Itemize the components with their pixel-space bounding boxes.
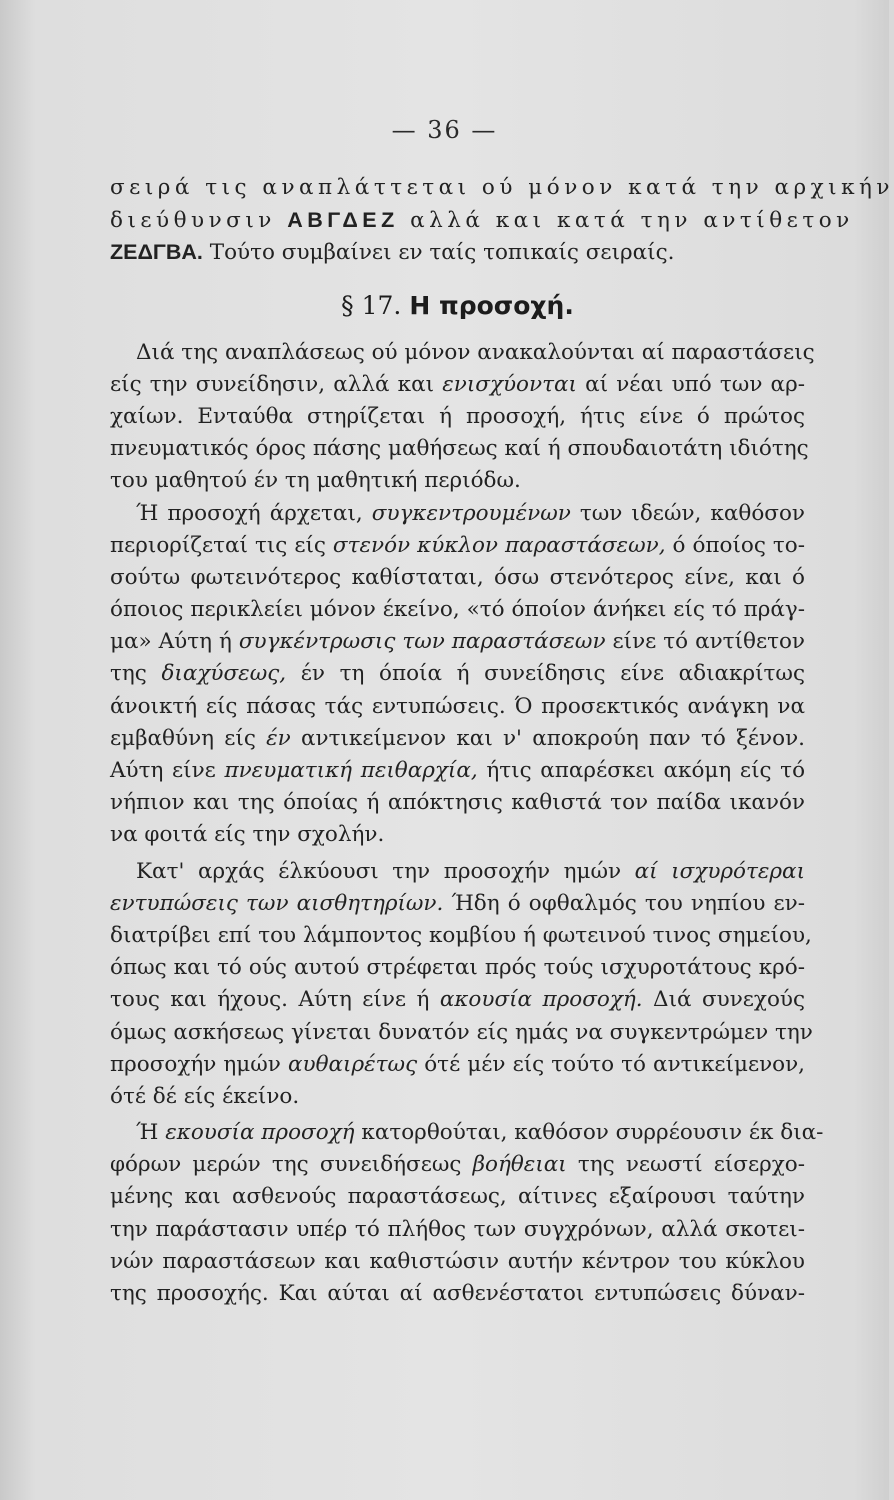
paragraph-continuation: [110, 172, 894, 269]
text-line: της προσοχής. Και αύται αί ασθενέστατοι εντυπώσεις δύναν-: [110, 1281, 805, 1306]
sequence-zedgba: ΖΕΔΓΒΑ.: [110, 240, 203, 265]
text-line: να φοιτά είς την σχολήν.: [110, 822, 385, 848]
text-line: φόρων μερών της συνειδήσεως βοήθειαι της νεωστί είσερχο-: [110, 1152, 805, 1178]
text-line: του μαθητού έν τη μαθητική περιόδω.: [110, 468, 521, 494]
page-number: — 36 —: [391, 116, 498, 144]
text-line: νήπιον και της όποίας ή απόκτησις καθιστά τον παίδα ικανόν: [110, 790, 805, 816]
text-line: τους και ήχους. Αύτη είνε ή ακουσία προσοχή. Διά συνεχούς: [110, 987, 805, 1013]
paragraph-4: [110, 1117, 824, 1310]
section-title: Η προσοχή.: [409, 290, 574, 320]
text-line: πνευματικός όρος πάσης μαθήσεως καί ή σπουδαιοτάτη ιδιότης: [110, 436, 809, 462]
text-line: Διά της αναπλάσεως ού μόνον ανακαλούνται αί παραστάσεις: [136, 339, 815, 365]
text-line: νών παραστάσεων και καθιστώσιν αυτήν κέντρον του κύκλου: [110, 1248, 805, 1274]
text-line: περιορίζεταί τις είς στενόν κύκλον παραστάσεων, ό όποίος το-: [110, 532, 805, 558]
text-line: εμβαθύνη είς έν αντικείμενον και ν' αποκρούη παν τό ξένον.: [110, 725, 805, 751]
text-line: είς την συνείδησιν, αλλά και ενισχύονται αί νέαι υπό των αρ-: [110, 371, 805, 397]
text-line: διατρίβει επί του λάμποντος κομβίου ή φωτεινού τινος σημείου,: [110, 922, 812, 948]
text-line: Ή προσοχή άρχεται, συγκεντρουμένων των ιδεών, καθόσον: [136, 500, 805, 526]
text-line: εντυπώσεις των αισθητηρίων. Ήδη ό οφθαλμός του νηπίου εν-: [110, 890, 805, 916]
text-line: Αύτη είνε πνευματική πειθαρχία, ήτις απαρέσκει ακόμη είς τό: [110, 758, 806, 783]
text-line: άνοικτή είς πάσας τάς εντυπώσεις. Ό προσεκτικός ανάγκη να: [110, 693, 805, 719]
paragraph-1: [110, 337, 815, 498]
text-line: της διαχύσεως, έν τη όποία ή συνείδησις είνε αδιακρίτως: [110, 661, 805, 687]
text-line: ΖΕΔΓΒΑ. Τούτο συμβαίνει εν ταίς τοπικαίς σειραίς.: [110, 240, 675, 266]
paragraph-3: [110, 856, 813, 1114]
text-line: προσοχήν ημών αυθαιρέτως ότέ μέν είς τούτο τό αντικείμενον,: [110, 1051, 806, 1077]
text-line: όπως και τό ούς αυτού στρέφεται πρός τούς ισχυροτάτους κρό-: [110, 955, 805, 981]
text-line: μένης και ασθενούς παραστάσεως, αίτινες εξαίρουσι ταύτην: [110, 1184, 805, 1210]
text-line: την παράστασιν υπέρ τό πλήθος των συγχρόνων, αλλά σκοτει-: [110, 1216, 805, 1242]
page-body: [110, 172, 894, 1310]
text-line: ότέ δέ είς έκείνο.: [110, 1083, 300, 1109]
section-heading: [110, 289, 805, 323]
text-line: σειρά τις αναπλάττεται ού μόνον κατά την αρχικήν: [110, 175, 894, 200]
text-line: μα» Αύτη ή συγκέντρωσις των παραστάσεων είνε τό αντίθετον: [110, 629, 805, 655]
text-line: Κατ' αρχάς έλκύουσι την προσοχήν ημών αί ισχυρότεραι: [136, 858, 805, 884]
section-mark: § 17.: [341, 290, 402, 320]
paragraph-2: [110, 498, 805, 852]
text-line: όποιος περικλείει μόνον έκείνο, «τό όποίον άνήκει είς τό πράγ-: [110, 597, 805, 623]
text-line: Ή εκουσία προσοχή κατορθούται, καθόσον συρρέουσιν έκ δια-: [136, 1120, 824, 1146]
text-line: διεύθυνσιν ΑΒΓΔΕΖ αλλά και κατά την αντίθετον: [110, 208, 854, 234]
text-line: σούτω φωτεινότερος καθίσταται, όσω στενότερος είνε, και ό: [110, 564, 805, 590]
sequence-abgdez: ΑΒΓΔΕΖ: [287, 208, 399, 233]
text-line: όμως ασκήσεως γίνεται δυνατόν είς ημάς να συγκεντρώμεν την: [110, 1019, 813, 1045]
text-line: χαίων. Ενταύθα στηρίζεται ή προσοχή, ήτις είνε ό πρώτος: [110, 403, 805, 429]
